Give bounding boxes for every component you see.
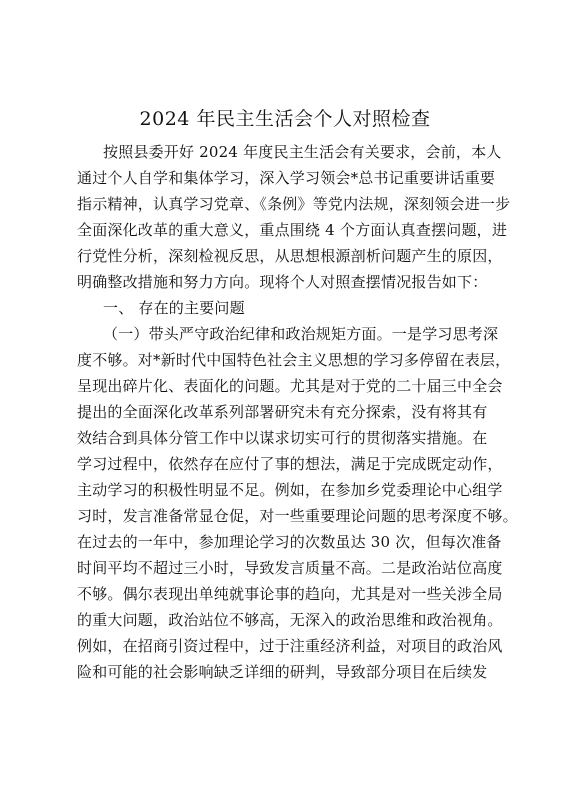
paragraph-line: 呈现出碎片化、表面化的问题。尤其是对于党的二十届三中全会 [77,377,503,395]
paragraph-line: 时间平均不超过三小时，导致发言质量不高。二是政治站位高度 [77,559,503,577]
paragraph-line: 通过个人自学和集体学习，深入学习领会*总书记重要讲话重要 [77,169,496,187]
paragraph-line: 行党性分析，深刻检视反思，从思想根源剖析问题产生的原因， [77,247,503,265]
paragraph-line: 不够。偶尔表现出单纯就事论事的趋向，尤其是对一些关涉全局 [77,585,503,603]
section-heading: 一、 存在的主要问题 [103,299,245,317]
paragraph-line: 度不够。对*新时代中国特色社会主义思想的学习多停留在表层， [77,351,511,369]
document-title: 2024 年民主生活会个人对照检查 [139,108,431,130]
paragraph-line: 险和可能的社会影响缺乏详细的研判，导致部分项目在后续发 [77,663,488,681]
paragraph-line: 按照县委开好 2024 年度民主生活会有关要求，会前，本人 [103,143,502,161]
paragraph-line: 的重大问题，政治站位不够高，无深入的政治思维和政治视角。 [77,611,503,629]
paragraph-line: 主动学习的积极性明显不足。例如，在参加乡党委理论中心组学 [77,481,503,499]
paragraph-line: 习时，发言准备常显仓促，对一些重要理论问题的思考深度不够。 [77,507,518,525]
paragraph-line: 在过去的一年中，参加理论学习的次数虽达 30 次，但每次准备 [77,533,502,551]
paragraph-line: 全面深化改革的重大意义，重点围绕 4 个方面认真查摆问题，进 [77,221,508,239]
paragraph-line: 学习过程中，依然存在应付了事的想法，满足于完成既定动作， [77,455,503,473]
paragraph-line: 例如，在招商引资过程中，过于注重经济利益，对项目的政治风 [77,637,503,655]
paragraph-line: 提出的全面深化改革系列部署研究未有充分探索，没有将其有 [77,403,488,421]
paragraph-line: 效结合到具体分管工作中以谋求切实可行的贯彻落实措施。在 [77,429,488,447]
paragraph-line: 明确整改措施和努力方向。现将个人对照查摆情况报告如下： [77,273,488,291]
paragraph-line: （一）带头严守政治纪律和政治规矩方面。一是学习思考深 [103,325,499,343]
paragraph-line: 指示精神，认真学习党章、《条例》等党内法规，深刻领会进一步 [77,195,511,213]
